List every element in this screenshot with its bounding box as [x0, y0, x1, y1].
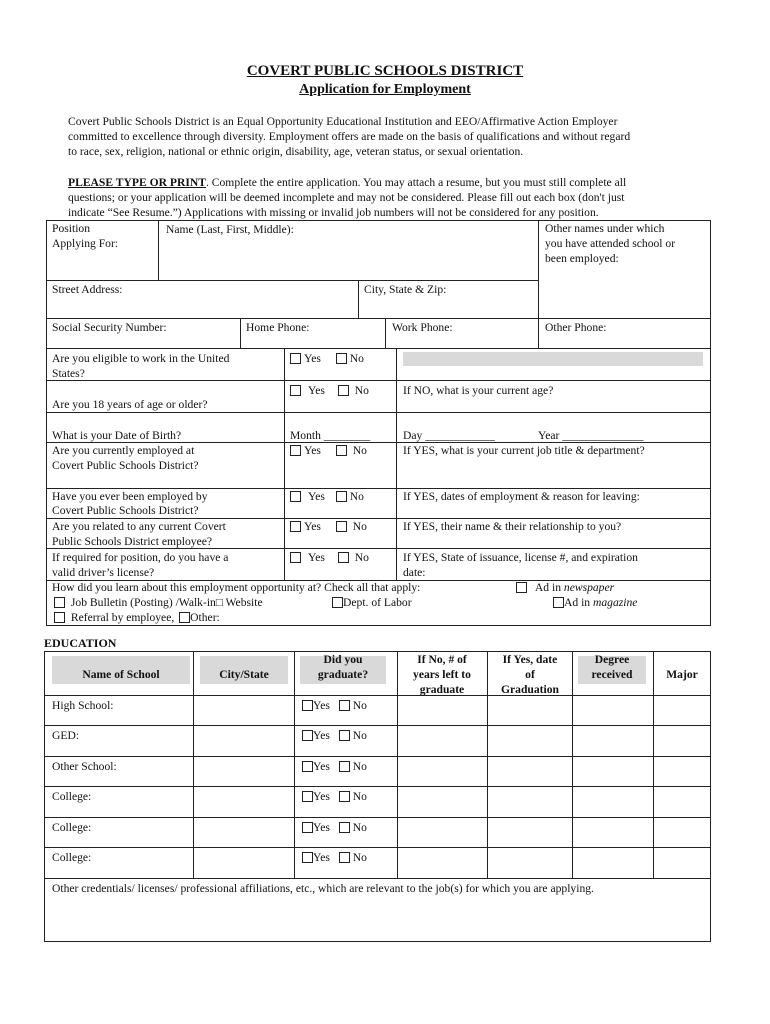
edu-row-label: High School:: [52, 699, 114, 712]
col-degree: [578, 652, 646, 682]
col-date-line1: If Yes, date: [502, 653, 558, 666]
col-graduate-line1: Did you: [323, 653, 363, 666]
instructions-paragraph: [68, 175, 626, 220]
yes-label: Yes: [313, 760, 330, 773]
license-question-line2: valid driver’s license?: [52, 566, 155, 579]
shaded-cell: [403, 352, 703, 366]
age-followup: If NO, what is your current age?: [403, 384, 554, 397]
grad-yes-checkbox[interactable]: [302, 700, 313, 711]
no-label: No: [352, 699, 367, 712]
ad-in-label: Ad in: [564, 596, 593, 609]
job-bulletin-checkbox[interactable]: [54, 597, 65, 608]
name-input[interactable]: [160, 240, 536, 278]
edu-graduate-options: [302, 698, 367, 713]
no-label: No: [352, 821, 367, 834]
grad-yes-checkbox[interactable]: [302, 730, 313, 741]
col-years-left: [400, 652, 484, 697]
no-label: No: [354, 384, 369, 397]
edu-row-label: College:: [52, 790, 92, 803]
age18-no-checkbox[interactable]: [338, 385, 349, 396]
yes-label: Yes: [308, 551, 325, 564]
eligible-question: Are you eligible to work in the United: [52, 352, 230, 365]
col-major: Major: [666, 668, 698, 681]
document-subtitle: Application for Employment: [299, 82, 471, 97]
education-heading: EDUCATION: [44, 636, 117, 650]
other-names-label-line2: you have attended school or: [545, 237, 676, 250]
other-credentials-label: Other credentials/ licenses/ professional affiliations, etc., which are relevant to the job(s) for which you are applying.: [52, 882, 594, 895]
other-names-label: Other names under which: [545, 222, 665, 235]
city-state-zip-label: City, State & Zip:: [364, 283, 447, 296]
grad-yes-checkbox[interactable]: [302, 791, 313, 802]
previous-yes-checkbox[interactable]: [290, 491, 301, 502]
col-date-line3: Graduation: [501, 683, 559, 696]
age18-question: Are you 18 years of age or older?: [52, 398, 208, 411]
intro-line: Covert Public Schools District is an Equal Opportunity Educational Institution and EEO/Affirmative Action Employer: [68, 115, 618, 128]
dept-labor-label: Dept. of Labor: [343, 596, 412, 609]
col-degree-line2: received: [591, 668, 633, 681]
license-question: If required for position, do you have a: [52, 551, 229, 564]
employed-question-line2: Covert Public Schools District?: [52, 459, 199, 472]
previous-no-checkbox[interactable]: [336, 491, 347, 502]
license-options: [290, 550, 369, 565]
intro-line: committed to excellence through diversity. Employment offers are made on the basis of qualifications and without regard: [68, 130, 631, 143]
street-address-input[interactable]: [48, 298, 356, 316]
employed-question: Are you currently employed at: [52, 444, 195, 457]
instructions-line: indicate “See Resume.”) Applications with missing or invalid job numbers will not be considered for any position.: [68, 206, 599, 219]
eligible-question-line2: States?: [52, 367, 85, 380]
yes-label: Yes: [313, 729, 330, 742]
yes-label: Yes: [313, 821, 330, 834]
edu-row-label: Other School:: [52, 760, 117, 773]
source-job-bulletin: [54, 595, 263, 610]
grad-no-checkbox[interactable]: [339, 730, 350, 741]
previous-employment-followup: If YES, dates of employment & reason for leaving:: [403, 490, 640, 503]
ad-in-label: Ad in: [534, 581, 564, 594]
col-years-line3: graduate: [419, 683, 465, 696]
other-phone-label: Other Phone:: [545, 321, 607, 334]
grad-no-checkbox[interactable]: [339, 700, 350, 711]
street-address-label: Street Address:: [52, 283, 123, 296]
no-label: No: [352, 760, 367, 773]
col-years-line1: If No, # of: [417, 653, 467, 666]
name-label: Name (Last, First, Middle):: [166, 223, 294, 236]
no-label: No: [352, 851, 367, 864]
type-or-print-label: PLEASE TYPE OR PRINT: [68, 176, 206, 189]
dob-year-field[interactable]: Year ______________: [538, 429, 644, 442]
col-years-line2: years left to: [413, 668, 471, 681]
grad-no-checkbox[interactable]: [339, 791, 350, 802]
grad-yes-checkbox[interactable]: [302, 852, 313, 863]
other-names-label-line3: been employed:: [545, 252, 619, 265]
position-input[interactable]: [48, 252, 156, 278]
grad-yes-checkbox[interactable]: [302, 761, 313, 772]
previous-employment-question-line2: Covert Public Schools District?: [52, 504, 199, 517]
other-names-input[interactable]: [540, 268, 708, 316]
related-question: Are you related to any current Covert: [52, 520, 226, 533]
employed-no-checkbox[interactable]: [336, 445, 347, 456]
related-options: [290, 519, 367, 534]
dob-question: What is your Date of Birth?: [52, 429, 182, 442]
referral-checkbox[interactable]: [54, 612, 65, 623]
grad-no-checkbox[interactable]: [339, 822, 350, 833]
no-label: No: [352, 729, 367, 742]
license-yes-checkbox[interactable]: [290, 552, 301, 563]
no-label: No: [354, 551, 369, 564]
yes-label: Yes: [304, 520, 321, 533]
edu-graduate-options: [302, 789, 367, 804]
yes-label: Yes: [308, 490, 325, 503]
magazine-label: magazine: [592, 596, 638, 609]
position-label: Position: [52, 222, 91, 235]
referral-label: Referral by employee,: [70, 611, 175, 624]
eligible-no-checkbox[interactable]: [336, 353, 347, 364]
grad-no-checkbox[interactable]: [339, 761, 350, 772]
eligible-options: [290, 351, 364, 366]
col-degree-line1: Degree: [594, 653, 630, 666]
newspaper-label: newspaper: [563, 581, 615, 594]
newspaper-checkbox[interactable]: [516, 582, 527, 593]
previous-employment-options: [290, 489, 364, 504]
no-label: No: [352, 790, 367, 803]
eligible-yes-checkbox[interactable]: [290, 353, 301, 364]
yes-label: Yes: [313, 790, 330, 803]
related-no-checkbox[interactable]: [336, 521, 347, 532]
dob-day-field[interactable]: Day ____________: [403, 429, 495, 442]
position-label-line2: Applying For:: [52, 237, 119, 250]
license-followup: If YES, State of issuance, license #, and expiration: [403, 551, 638, 564]
home-phone-label: Home Phone:: [246, 321, 310, 334]
yes-label: Yes: [308, 384, 325, 397]
employed-followup: If YES, what is your current job title & department?: [403, 444, 645, 457]
source-dept-labor: [332, 595, 412, 610]
col-date-line2: of: [525, 668, 535, 681]
instructions-text: . Complete the entire application. You may attach a resume, but you must still complete all: [205, 176, 627, 189]
no-label: No: [352, 444, 367, 457]
source-referral: [54, 610, 220, 625]
source-newspaper: [516, 580, 614, 595]
age-options: [290, 383, 369, 398]
edu-graduate-options: [302, 820, 367, 835]
city-state-zip-input[interactable]: [360, 298, 536, 316]
related-followup: If YES, their name & their relationship to you?: [403, 520, 622, 533]
edu-graduate-options: [302, 728, 367, 743]
yes-label: Yes: [313, 699, 330, 712]
source-question: How did you learn about this employment opportunity at? Check all that apply:: [52, 581, 421, 594]
employed-options: [290, 443, 367, 458]
employed-yes-checkbox[interactable]: [290, 445, 301, 456]
col-city-state: City/State: [219, 668, 269, 681]
grad-no-checkbox[interactable]: [339, 852, 350, 863]
col-name-of-school: Name of School: [82, 668, 160, 681]
instructions-line: [68, 175, 626, 190]
grad-yes-checkbox[interactable]: [302, 822, 313, 833]
magazine-checkbox[interactable]: [553, 597, 564, 608]
no-label: No: [349, 352, 364, 365]
col-graduate-line2: graduate?: [317, 668, 369, 681]
other-credentials-input[interactable]: [46, 898, 708, 939]
dob-month-field[interactable]: Month ________: [290, 429, 371, 442]
edu-row-label: College:: [52, 851, 92, 864]
yes-label: Yes: [304, 352, 321, 365]
edu-row-label: College:: [52, 821, 92, 834]
edu-graduate-options: [302, 850, 367, 865]
age18-yes-checkbox[interactable]: [290, 385, 301, 396]
dept-labor-checkbox[interactable]: [332, 597, 343, 608]
yes-label: Yes: [304, 444, 321, 457]
yes-label: Yes: [313, 851, 330, 864]
intro-paragraph: [68, 114, 630, 159]
source-magazine: [553, 595, 637, 610]
previous-employment-question: Have you ever been employed by: [52, 490, 208, 503]
no-label: No: [352, 520, 367, 533]
license-no-checkbox[interactable]: [338, 552, 349, 563]
col-graduate: [300, 652, 386, 682]
no-label: No: [349, 490, 364, 503]
license-followup-line2: date:: [403, 566, 426, 579]
col-graduation-date: [488, 652, 572, 697]
other-source-label: Other:: [190, 611, 220, 624]
related-question-line2: Public Schools District employee?: [52, 535, 213, 548]
edu-graduate-options: [302, 759, 367, 774]
other-source-checkbox[interactable]: [179, 612, 190, 623]
intro-line: to race, sex, religion, national or ethnic origin, disability, age, veteran status, or sexual orientation.: [68, 145, 524, 158]
instructions-line: questions; or your application will be deemed incomplete and may not be considered. Please fill out each box (don't just: [68, 191, 625, 204]
ssn-label: Social Security Number:: [52, 321, 167, 334]
edu-row-label: GED:: [52, 729, 80, 742]
related-yes-checkbox[interactable]: [290, 521, 301, 532]
job-bulletin-label: Job Bulletin (Posting) /Walk-in□ Website: [70, 596, 263, 609]
work-phone-label: Work Phone:: [392, 321, 453, 334]
document-title: COVERT PUBLIC SCHOOLS DISTRICT: [246, 63, 524, 79]
